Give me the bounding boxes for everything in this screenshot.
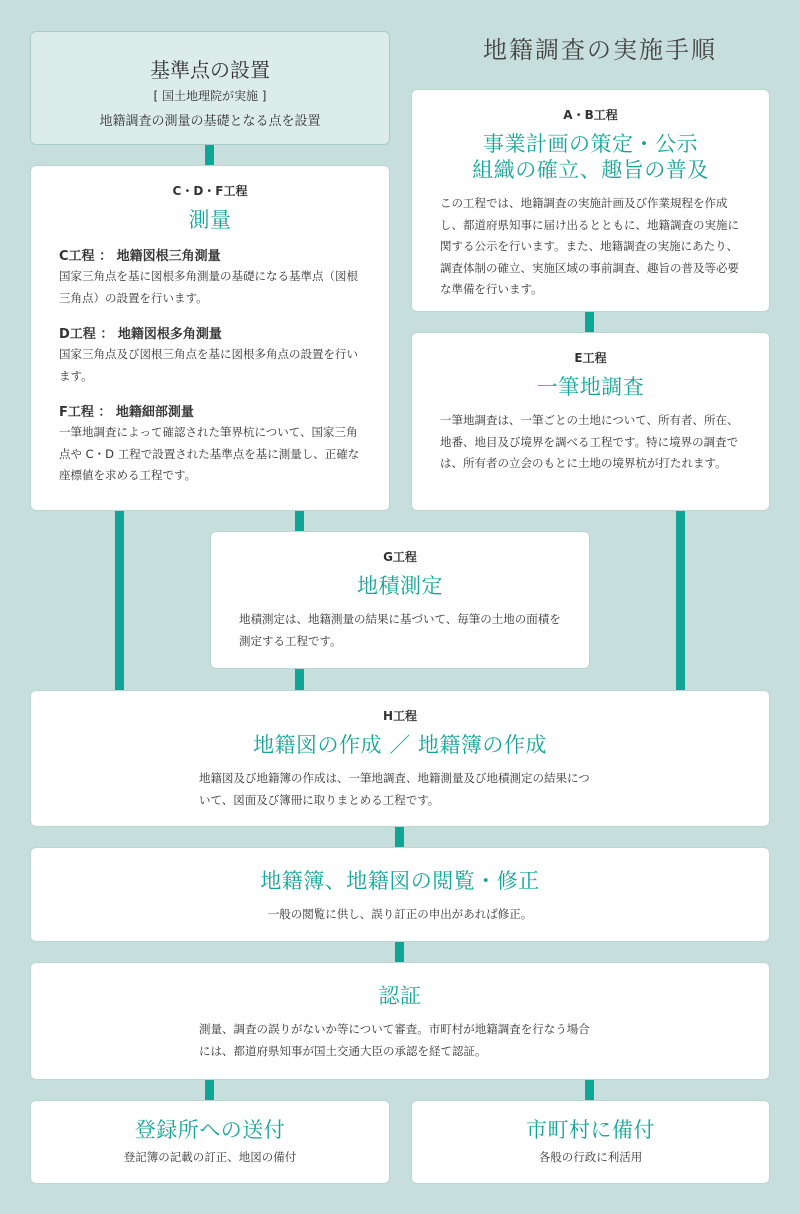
d-step-body: 国家三角点及び図根三角点を基に図根多角点の設置を行います。 bbox=[59, 347, 358, 383]
g-title: 地積測定 bbox=[357, 574, 443, 598]
d-step-heading: D工程 ： 地籍図根多角測量 bbox=[59, 327, 222, 342]
cdf-code: C・D・F工程 bbox=[172, 184, 248, 198]
review-box bbox=[30, 847, 770, 942]
e-title: 一筆地調査 bbox=[536, 375, 645, 399]
connector bbox=[295, 668, 304, 691]
f-step-body: 一筆地調査によって確認された筆界杭について、国家三角点や C・D 工程で設置された基準点を基に測量し、正確な座標値を求める工程です。 bbox=[59, 425, 360, 482]
connector bbox=[115, 510, 124, 691]
ab-title-2: 組織の確立、趣旨の普及 bbox=[472, 158, 709, 182]
connector bbox=[295, 510, 304, 532]
c-step-heading: C工程 ： 地籍図根三角測量 bbox=[59, 249, 221, 264]
connector bbox=[395, 941, 404, 963]
cert-body: 測量、調査の誤りがないか等について審査。市町村が地籍調査を行なう場合には、都道府県知事が国土交通大臣の承認を経て認証。 bbox=[199, 1022, 590, 1058]
review-body: 一般の閲覧に供し、誤り訂正の申出があれば修正。 bbox=[267, 907, 533, 921]
c-step-body: 国家三角点を基に図根多角測量の基礎になる基準点（図根三角点）の設置を行います。 bbox=[59, 269, 358, 305]
connector bbox=[676, 510, 685, 691]
registry-box bbox=[30, 1100, 390, 1184]
e-code: E工程 bbox=[574, 351, 607, 365]
city-body: 各般の行政に利活用 bbox=[538, 1150, 643, 1164]
setup-desc: 地籍調査の測量の基礎となる点を設置 bbox=[99, 114, 321, 129]
e-body: 一筆地調査は、一筆ごとの土地について、所有者、所在、地番、地目及び境界を調べる工程です。特に境界の調査では、所有者の立会のもとに土地の境界杭が打たれます。 bbox=[440, 413, 739, 470]
e-box bbox=[411, 332, 770, 511]
h-body: 地籍図及び地籍簿の作成は、一筆地調査、地籍測量及び地積測定の結果について、図面及び簿冊に取りまとめる工程です。 bbox=[199, 771, 590, 807]
connector bbox=[585, 311, 594, 333]
ab-body: この工程では、地籍調査の実施計画及び作業規程を作成し、都道府県知事に届け出るとともに、地籍調査の実施に関する公示を行います。また、地籍調査の実施にあたり、調査体制の確立、実施区域の事前調査、趣旨の普及等必要な準備を行います。 bbox=[440, 196, 739, 296]
connector bbox=[205, 1079, 214, 1101]
h-title: 地籍図の作成 ／ 地籍簿の作成 bbox=[253, 733, 547, 757]
cdf-title: 測量 bbox=[188, 208, 232, 232]
connector bbox=[585, 1079, 594, 1101]
h-code: H工程 bbox=[382, 709, 418, 723]
cdf-box bbox=[30, 165, 390, 511]
city-title: 市町村に備付 bbox=[526, 1118, 655, 1142]
page-title: 地籍調査の実施手順 bbox=[483, 36, 717, 64]
ab-code: A・B工程 bbox=[563, 108, 618, 122]
g-box bbox=[210, 531, 590, 669]
connector bbox=[205, 144, 214, 166]
ab-title-1: 事業計画の策定・公示 bbox=[483, 132, 698, 156]
g-code: G工程 bbox=[383, 550, 417, 564]
h-box bbox=[30, 690, 770, 827]
setup-title: 基準点の設置 bbox=[150, 58, 270, 82]
connector bbox=[395, 826, 404, 848]
city-box bbox=[411, 1100, 770, 1184]
review-title: 地籍簿、地籍図の閲覧・修正 bbox=[260, 869, 540, 893]
g-body: 地積測定は、地籍測量の結果に基づいて、毎筆の土地の面積を測定する工程です。 bbox=[239, 612, 561, 648]
setup-box bbox=[30, 31, 390, 145]
cert-title: 認証 bbox=[378, 984, 422, 1008]
registry-body: 登記簿の記載の訂正、地図の備付 bbox=[123, 1150, 297, 1164]
registry-title: 登録所への送付 bbox=[134, 1118, 286, 1142]
ab-box bbox=[411, 89, 770, 312]
cert-box bbox=[30, 962, 770, 1080]
f-step-heading: F工程 ： 地籍細部測量 bbox=[59, 405, 194, 420]
setup-note: [ 国土地理院が実施 ] bbox=[153, 89, 267, 103]
